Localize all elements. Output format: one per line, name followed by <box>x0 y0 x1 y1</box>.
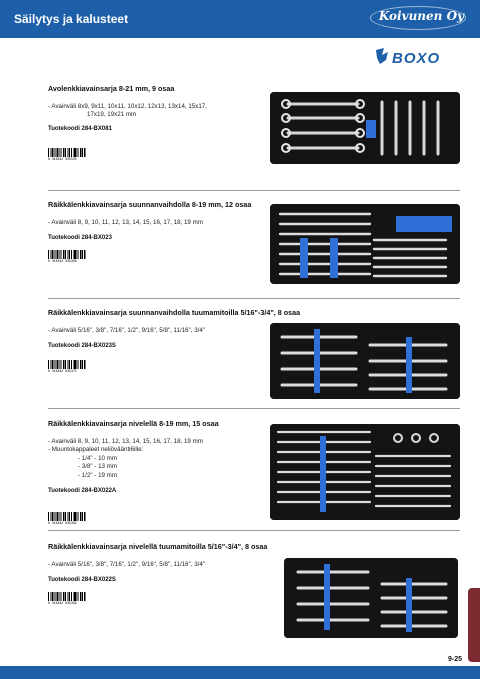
spec-line: 17x19, 19x21 mm <box>87 111 137 119</box>
product-title: Räikkälenkkiavainsarja nivelellä 8-19 mm, 15 osaa <box>48 419 219 428</box>
company-logo: Koivunen Oy <box>378 9 464 23</box>
spec-line: - Avainväli 5/16", 3/8", 7/16", 1/2", 9/16", 5/8", 11/16", 3/4" <box>48 561 206 568</box>
product-title: Räikkälenkkiavainsarja nivelellä tuumamitoilla 5/16"-3/4", 8 osaa <box>48 542 268 551</box>
spec-line: - Avainväli 8, 9, 10, 11, 12, 13, 14, 15, 16, 17, 18, 19 mm <box>48 438 203 445</box>
product-image-tray <box>270 92 460 164</box>
product-code: Tuotekoodi 284-BX023S <box>48 343 116 350</box>
barcode <box>48 592 86 605</box>
barcode-bars <box>48 360 86 369</box>
spec-line: - Avainväli 8, 9, 10, 11, 12, 13, 14, 15, 16, 17, 18, 19 mm <box>48 219 203 226</box>
product-title: Räikkälenkkiavainsarja suunnanvaihdolla 8-19 mm, 12 osaa <box>48 200 252 209</box>
product-image-tray <box>284 558 458 638</box>
product-code: Tuotekoodi 284-BX081 <box>48 125 112 132</box>
barcode-number: 6 416442 035368 <box>48 259 77 263</box>
product-code: Tuotekoodi 284-BX022A <box>48 488 117 495</box>
product-code: Tuotekoodi 284-BX023 <box>48 235 112 242</box>
product-image-tray <box>270 204 460 284</box>
svg-text:BOXO: BOXO <box>392 50 441 67</box>
barcode <box>48 148 86 161</box>
section-divider <box>48 408 460 409</box>
product-image-tray <box>270 323 460 399</box>
barcode <box>48 360 86 373</box>
page-footer <box>0 666 480 679</box>
section-divider <box>48 298 460 299</box>
adapter-line: - 1/4" - 10 mm <box>78 454 117 462</box>
product-image-tray <box>270 424 460 520</box>
boxo-logo <box>374 46 458 68</box>
barcode-bars <box>48 148 86 157</box>
barcode <box>48 250 86 263</box>
barcode <box>48 512 86 525</box>
barcode-number: 6 416442 035535 <box>48 157 77 161</box>
product-title: Räikkälenkkiavainsarja suunnanvaihdolla tuumamitoilla 5/16"-3/4", 8 osaa <box>48 308 301 317</box>
adapter-line: - 1/2" - 19 mm <box>78 471 117 479</box>
chapter-tab <box>468 588 480 662</box>
barcode-number: 6 416442 035382 <box>48 521 77 525</box>
barcode-number: 6 416442 035399 <box>48 601 77 605</box>
spec-line: - Avainväli 8x9, 9x11, 10x11, 10x12, 12x13, 13x14, 15x17, <box>48 103 207 110</box>
adapter-line: - 3/8" - 13 mm <box>78 463 117 471</box>
page-header <box>0 0 480 38</box>
page-number: 9-25 <box>447 656 462 663</box>
barcode-bars <box>48 512 86 521</box>
product-title: Avolenkkiavainsarja 8-21 mm, 9 osaa <box>48 84 175 93</box>
barcode-bars <box>48 592 86 601</box>
barcode-number: 6 416442 035375 <box>48 369 77 373</box>
product-code: Tuotekoodi 284-BX022S <box>48 577 116 584</box>
section-divider <box>48 530 460 531</box>
barcode-bars <box>48 250 86 259</box>
spec-line: - Muuntokappaleet neliöväänti6ille: <box>48 446 144 454</box>
spec-line: - Avainväli 5/16", 3/8", 7/16", 1/2", 9/16", 5/8", 11/16", 3/4" <box>48 327 206 334</box>
section-divider <box>48 190 460 191</box>
header-title: Säilytys ja kalusteet <box>14 12 129 26</box>
